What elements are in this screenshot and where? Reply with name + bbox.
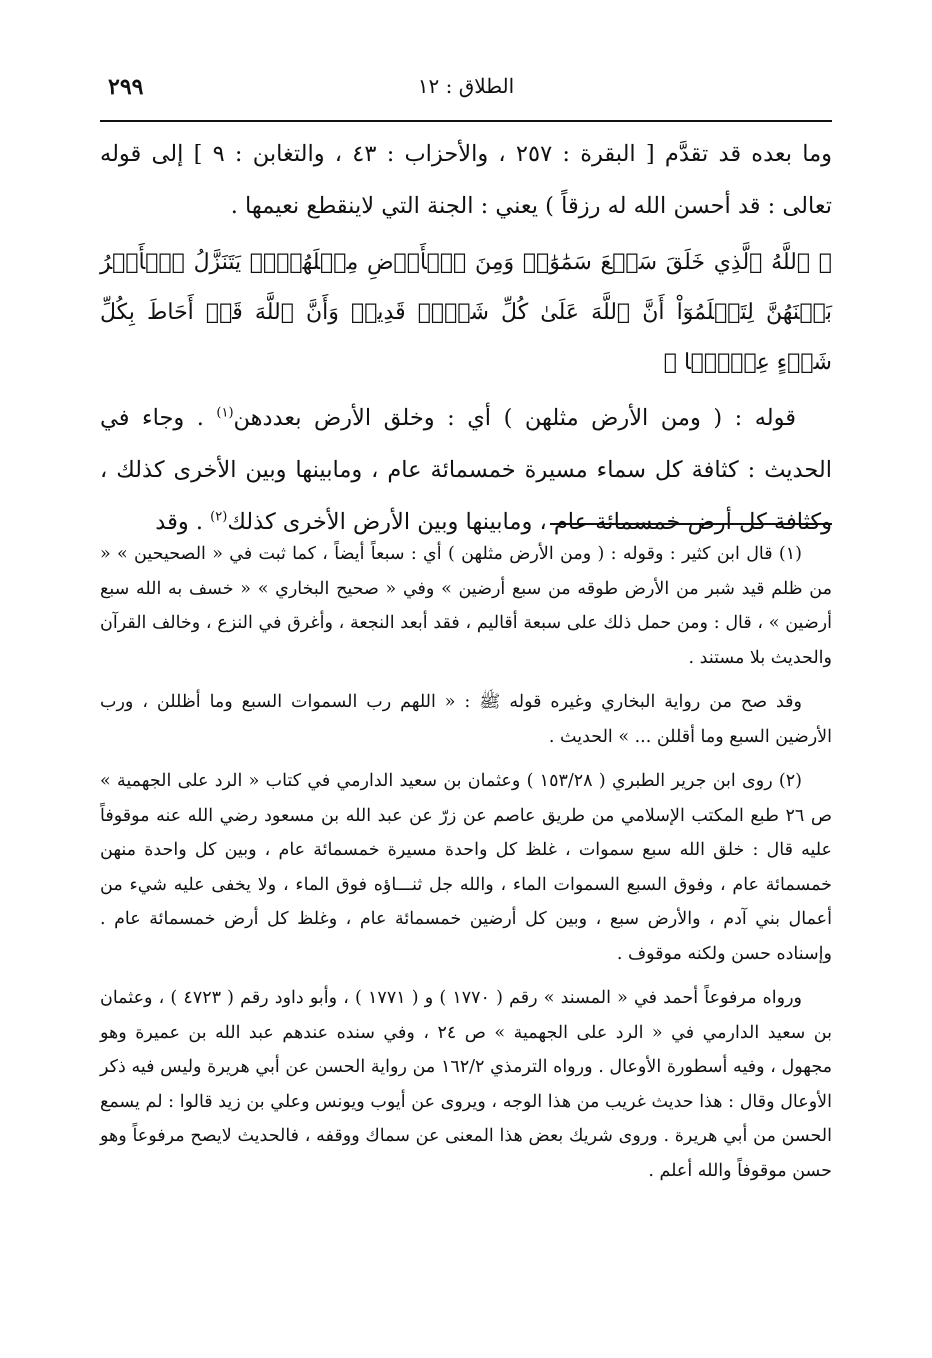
main-text: [100, 128, 832, 548]
header-rule: [100, 120, 832, 122]
footnote-1-part-1: (١) قال ابن كثير : وقوله : ( ومن الأرض مثلهن ) أي : سبعاً أيضاً ، كما ثبت في « الصحيحين » « من ظلم قيد شبر من الأرض طوقه من سبع أرضين » وفي « صحيح البخاري » « خسف به الله سبع أرضين » ، قال : ومن حمل ذلك على سبعة أقاليم ، فقد أبعد النجعة ، وأغرق في النزع ، وخالف القرآن والحديث بلا مستند .: [100, 544, 832, 668]
main-paragraph-1: وما بعده قد تقدَّم [ البقرة : ٢٥٧ ، والأحزاب : ٤٣ ، والتغابن : ٩ ] إلى قوله تعالى : قد أحسن الله له رزقاً ) يعني : الجنة التي لاينقطع نعيمها .: [100, 141, 833, 219]
page-header: [100, 74, 832, 108]
footnote-2-part-1: (٢) روى ابن جرير الطبري ( ١٥٣/٢٨ ) وعثمان بن سعيد الدارمي في كتاب « الرد على الجهمية » ص ٢٦ طبع المكتب الإسلامي من طريق عاصم عن زرّ عن عبد الله بن مسعود رضي الله عنه موقوفاً عليه قال : خلق الله سبع سموات ، غلظ كل واحدة مسيرة خمسمائة عام ، وبين كل واحدة منهن خمسمائة عام ، وفوق السبع السموات الماء ، والله جل ثنـــاؤه فوق الماء ، ولا يخفى عليه شيء من أعمال بني آدم ، والأرض سبع ، وبين كل أرضين خمسمائة عام ، وغلظ كل أرض خمسمائة عام . وإسناده حسن ولكنه موقوف .: [100, 771, 832, 964]
footnote-rule: [550, 523, 832, 525]
running-title: الطلاق : ١٢: [417, 74, 515, 98]
footnote-ref-2: (٢): [210, 509, 228, 525]
paragraph-2-text-a: قوله : ( ومن الأرض مثلهن ) أي : وخلق الأرض بعددهن: [233, 405, 796, 431]
quran-verse: ﴿ ٱللَّهُ ٱلَّذِي خَلَقَ سَبۡعَ سَمَٰوَٰتٖ وَمِنَ ٱلۡأَرۡضِ مِثۡلَهُنَّۖ يَتَنَزَّلُ ٱلۡأَمۡرُ بَيۡنَهُنَّ لِتَعۡلَمُوٓاْ أَنَّ ٱللَّهَ عَلَىٰ كُلِّ شَيۡءٖ قَدِيرٞ وَأَنَّ ٱللَّهَ قَدۡ أَحَاطَ بِكُلِّ شَيۡءٍ عِلۡمَۢا ﴾: [100, 250, 832, 375]
paragraph-2-text-c: . وقد: [155, 509, 211, 535]
footnote-2-part-2: ورواه مرفوعاً أحمد في « المسند » رقم ( ١٧٧٠ ) و ( ١٧٧١ ) ، وأبو داود رقم ( ٤٧٢٣ ) ، وعثمان بن سعيد الدارمي في « الرد على الجهمية » ص ٢٤ ، وفي سنده عندهم عبد الله بن عميرة وهو مجهول ، وفيه أسطورة الأوعال . ورواه الترمذي ١٦٢/٢ من رواية الحسن عن أبي هريرة وليس فيه ذكر الأوعال وقال : هذا حديث غريب من هذا الوجه ، ويروى عن أيوب ويونس وعلي بن زيد قالوا : لم يسمع الحسن من أبي هريرة . وروى شريك بعض هذا المعنى عن سماك ووقفه ، فالحديث لايصح مرفوعاً وهو حسن موقوفاً والله أعلم .: [100, 988, 833, 1181]
footnote-1-part-2: وقد صح من رواية البخاري وغيره قوله ﷺ : « اللهم رب السموات السبع وما أظللن ، ورب الأرضين السبع وما أقللن ... » الحديث .: [100, 692, 832, 747]
footnotes: [100, 537, 832, 1198]
paragraph-2-text-b: . وجاء في الحديث : كثافة كل سماء مسيرة خمسمائة عام ، ومابينها وبين الأخرى كذلك ، وكثافة كل أرض خمسمائة عام ، ومابينها وبين الأرض الأخرى كذلك: [100, 405, 832, 535]
footnote-ref-1: (١): [216, 405, 234, 421]
page-number: ٢٩٩: [108, 74, 144, 100]
